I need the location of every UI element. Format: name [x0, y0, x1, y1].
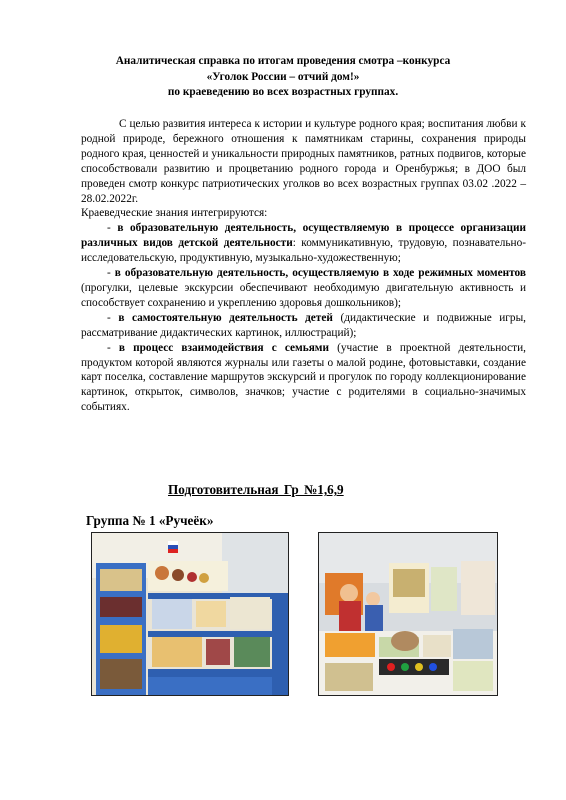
- photo-corner-shelves: [91, 532, 289, 696]
- title-line-1: Аналитическая справка по итогам проведения смотра –конкурса: [115, 55, 451, 67]
- bullet-item-1: - в образовательную деятельность, осуществляемую в процессе организации различных видов детской деятельности: коммуникативную, трудовую, познавательно- исследовательскую, продуктивную, музыкально-художественную;: [81, 222, 526, 265]
- integrates-line: Краеведческие знания интегрируются:: [81, 207, 268, 220]
- bullet-text-3: (дидактические и подвижные игры, рассматривание дидактических картинок, иллюстраций);: [81, 311, 526, 339]
- title-line-2: «Уголок России – отчий дом!»: [206, 70, 360, 83]
- title-line-3: по краеведению во всех возрастных группах.: [167, 86, 399, 98]
- bullet-text-1: : коммуникативную, трудовую, познавательно- исследовательскую, продуктивную, музыкально-художественную;: [81, 237, 526, 265]
- bullet-text-4: (участие в проектной деятельности, продуктом которой являются журналы или газеты о малой родине, фотовыставки, создание карт поселка, составление маршрутов экскурсий и прогулок по городу коллекционирование картинок, открыток, символов, значков; участие с родителями в социально-значимых событиях.: [81, 341, 526, 414]
- photo-corner-shelves-image: [92, 533, 288, 695]
- bullet-bold-2: в образовательную деятельность, осуществляемую в ходе режимных моментов: [114, 267, 526, 280]
- photo-table-display-image: [319, 533, 497, 695]
- photo-table-display: [318, 532, 498, 696]
- document-body: [81, 117, 526, 415]
- group-heading: Группа № 1 «Ручеёк»: [86, 513, 214, 528]
- bullet-bold-3: в самостоятельную деятельность детей: [118, 311, 333, 324]
- bullet-item-2: - в образовательную деятельность, осуществляемую в ходе режимных моментов (прогулки, целевые экскурсии обеспечивают необходимую двигательную активность и способствует сохранению и укреплению здоровья дошкольников);: [81, 267, 526, 309]
- intro-paragraph: С целью развития интереса к истории и культуре родного края; воспитания любви к родной природе, бережного отношения к памятникам старины, сохранения природы родного края, ценностей и уникальности природных памятников, ратных подвигов, которые способствовали развитию и процветанию родного города и Оренбуржья; в ДОО был проведен смотр конкурс патриотических уголков во всех возрастных группах 03.02 .2022 – 28.02.2022г.: [81, 118, 526, 205]
- document-title: [40, 54, 526, 101]
- bullet-text-2: (прогулки, целевые экскурсии обеспечивают необходимую двигательную активность и способствует сохранению и укреплению здоровья дошкольников);: [81, 281, 526, 309]
- bullet-bold-1: в образовательную деятельность, осуществляемую в процессе организации различных видов детской деятельности: [81, 222, 526, 250]
- bullet-item-4: - в процесс взаимодействия с семьями (участие в проектной деятельности, продуктом которой являются журналы или газеты о малой родине, фотовыставки, создание карт поселка, составление маршрутов экскурсий и прогулок по городу коллекционирование картинок, открыток, символов, значков; участие с родителями в социально-значимых событиях.: [81, 341, 526, 414]
- section-heading: Подготовительная Гр №1,6,9: [168, 482, 344, 497]
- bullet-bold-4: в процесс взаимодействия с семьями: [118, 341, 330, 354]
- bullet-item-3: - в самостоятельную деятельность детей (дидактические и подвижные игры, рассматривание дидактических картинок, иллюстраций);: [81, 311, 526, 339]
